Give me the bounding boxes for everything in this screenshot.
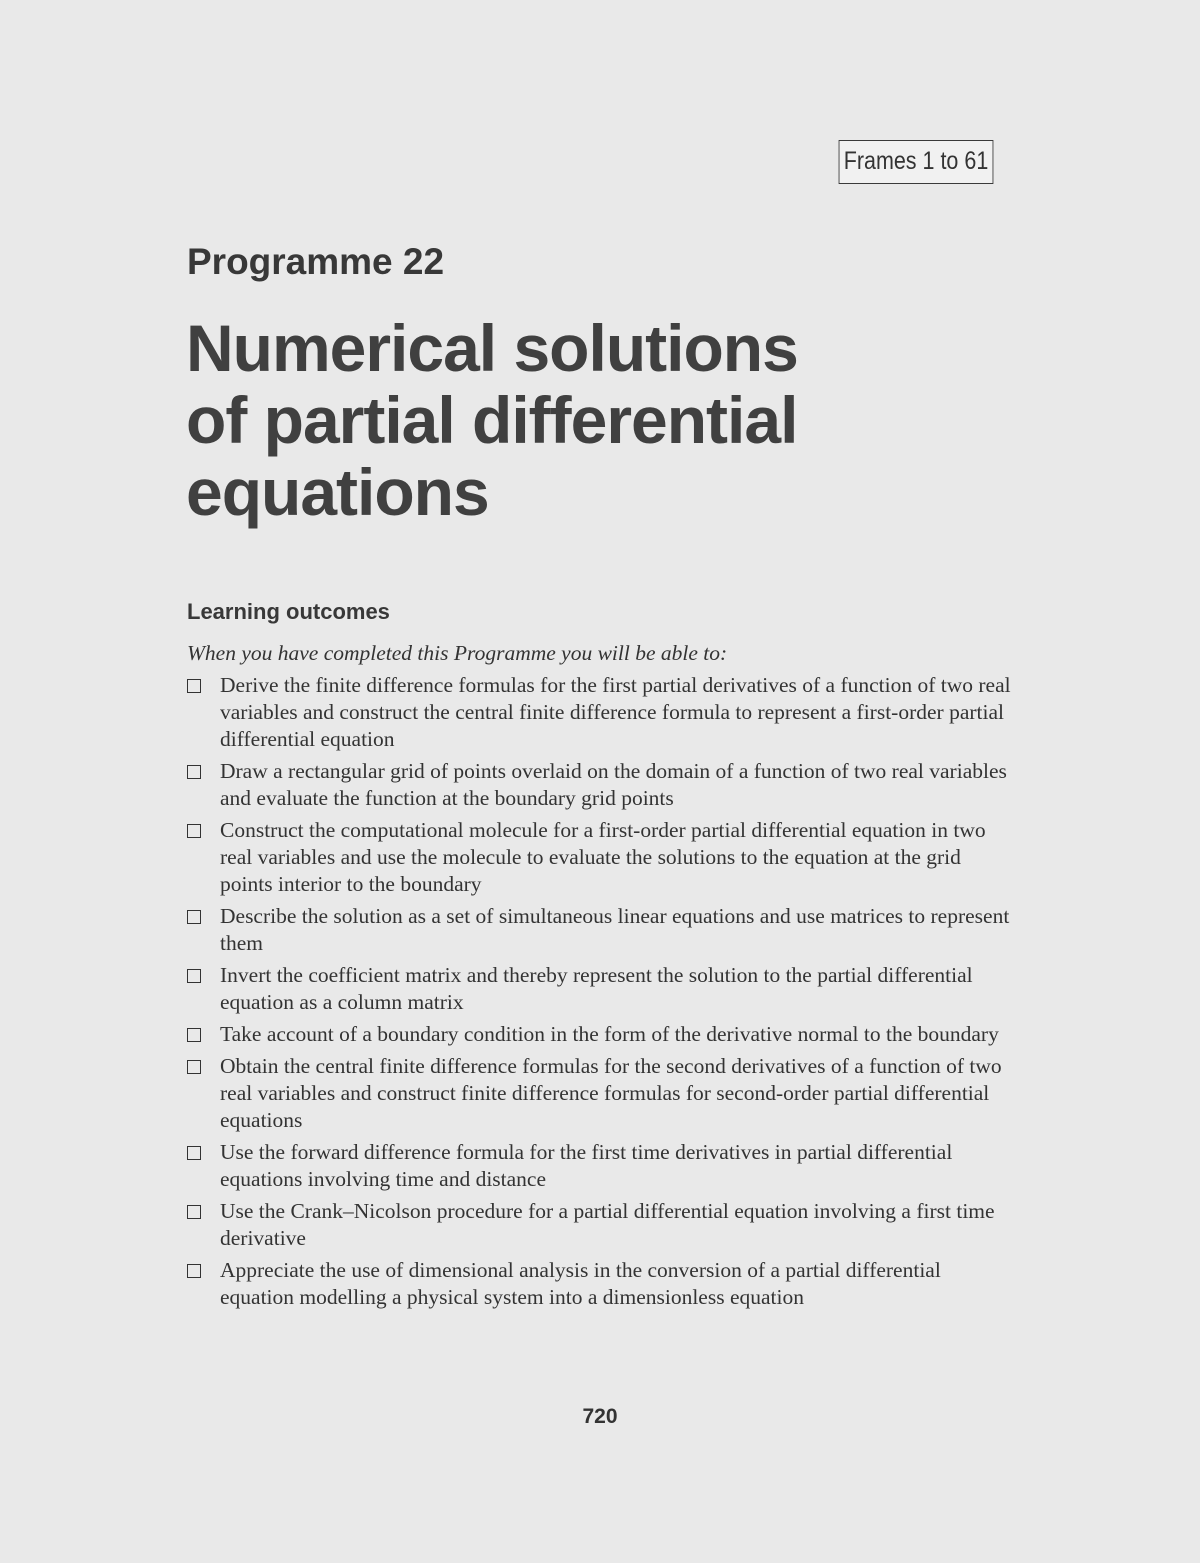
checkbox-icon xyxy=(187,1028,201,1042)
outcome-text: Take account of a boundary condition in the form of the derivative normal to the boundary xyxy=(220,1022,999,1046)
outcome-text: Use the forward difference formula for the first time derivatives in partial differential equations involving time and distance xyxy=(220,1140,953,1191)
list-item xyxy=(187,1257,1017,1311)
list-item xyxy=(187,1021,1017,1048)
title-line: of partial differential xyxy=(186,383,798,457)
checkbox-icon xyxy=(187,910,201,924)
title-line: Numerical solutions xyxy=(186,311,798,385)
list-item xyxy=(187,1139,1017,1193)
learning-outcomes-list xyxy=(187,672,1017,1316)
checkbox-icon xyxy=(187,679,201,693)
learning-outcomes-heading: Learning outcomes xyxy=(187,599,390,624)
title-line: equations xyxy=(186,455,489,529)
list-item xyxy=(187,817,1017,898)
checkbox-icon xyxy=(187,1146,201,1160)
list-item xyxy=(187,758,1017,812)
checkbox-icon xyxy=(187,765,201,779)
outcome-text: Obtain the central finite difference formulas for the second derivatives of a function of two real variables and construct finite difference formulas for second-order partial differential equations xyxy=(220,1054,1002,1132)
outcome-text: Invert the coefficient matrix and thereby represent the solution to the partial differential equation as a column matrix xyxy=(220,963,973,1014)
outcome-text: Draw a rectangular grid of points overlaid on the domain of a function of two real variables and evaluate the function at the boundary grid points xyxy=(220,759,1007,810)
list-item xyxy=(187,1053,1017,1134)
outcome-text: Appreciate the use of dimensional analysis in the conversion of a partial differential equation modelling a physical system into a dimensionless equation xyxy=(220,1258,941,1309)
checkbox-icon xyxy=(187,1264,201,1278)
checkbox-icon xyxy=(187,824,201,838)
outcome-text: Use the Crank–Nicolson procedure for a partial differential equation involving a first time derivative xyxy=(220,1199,995,1250)
frames-range-box: Frames 1 to 61 xyxy=(839,140,994,184)
outcome-text: Describe the solution as a set of simultaneous linear equations and use matrices to represent them xyxy=(220,904,1010,955)
page-title xyxy=(186,312,798,528)
list-item xyxy=(187,903,1017,957)
checkbox-icon xyxy=(187,1060,201,1074)
outcome-text: Construct the computational molecule for a first-order partial differential equation in two real variables and use the molecule to evaluate the solutions to the equation at the grid points interior to the boundary xyxy=(220,818,986,896)
page-number: 720 xyxy=(582,1405,618,1428)
programme-label: Programme 22 xyxy=(187,241,445,282)
list-item xyxy=(187,1198,1017,1252)
checkbox-icon xyxy=(187,969,201,983)
learning-outcomes-intro: When you have completed this Programme you will be able to: xyxy=(187,641,728,665)
list-item xyxy=(187,672,1017,753)
checkbox-icon xyxy=(187,1205,201,1219)
outcome-text: Derive the finite difference formulas for the first partial derivatives of a function of two real variables and construct the central finite difference formula to represent a first-order partial differential equation xyxy=(220,673,1011,751)
list-item xyxy=(187,962,1017,1016)
